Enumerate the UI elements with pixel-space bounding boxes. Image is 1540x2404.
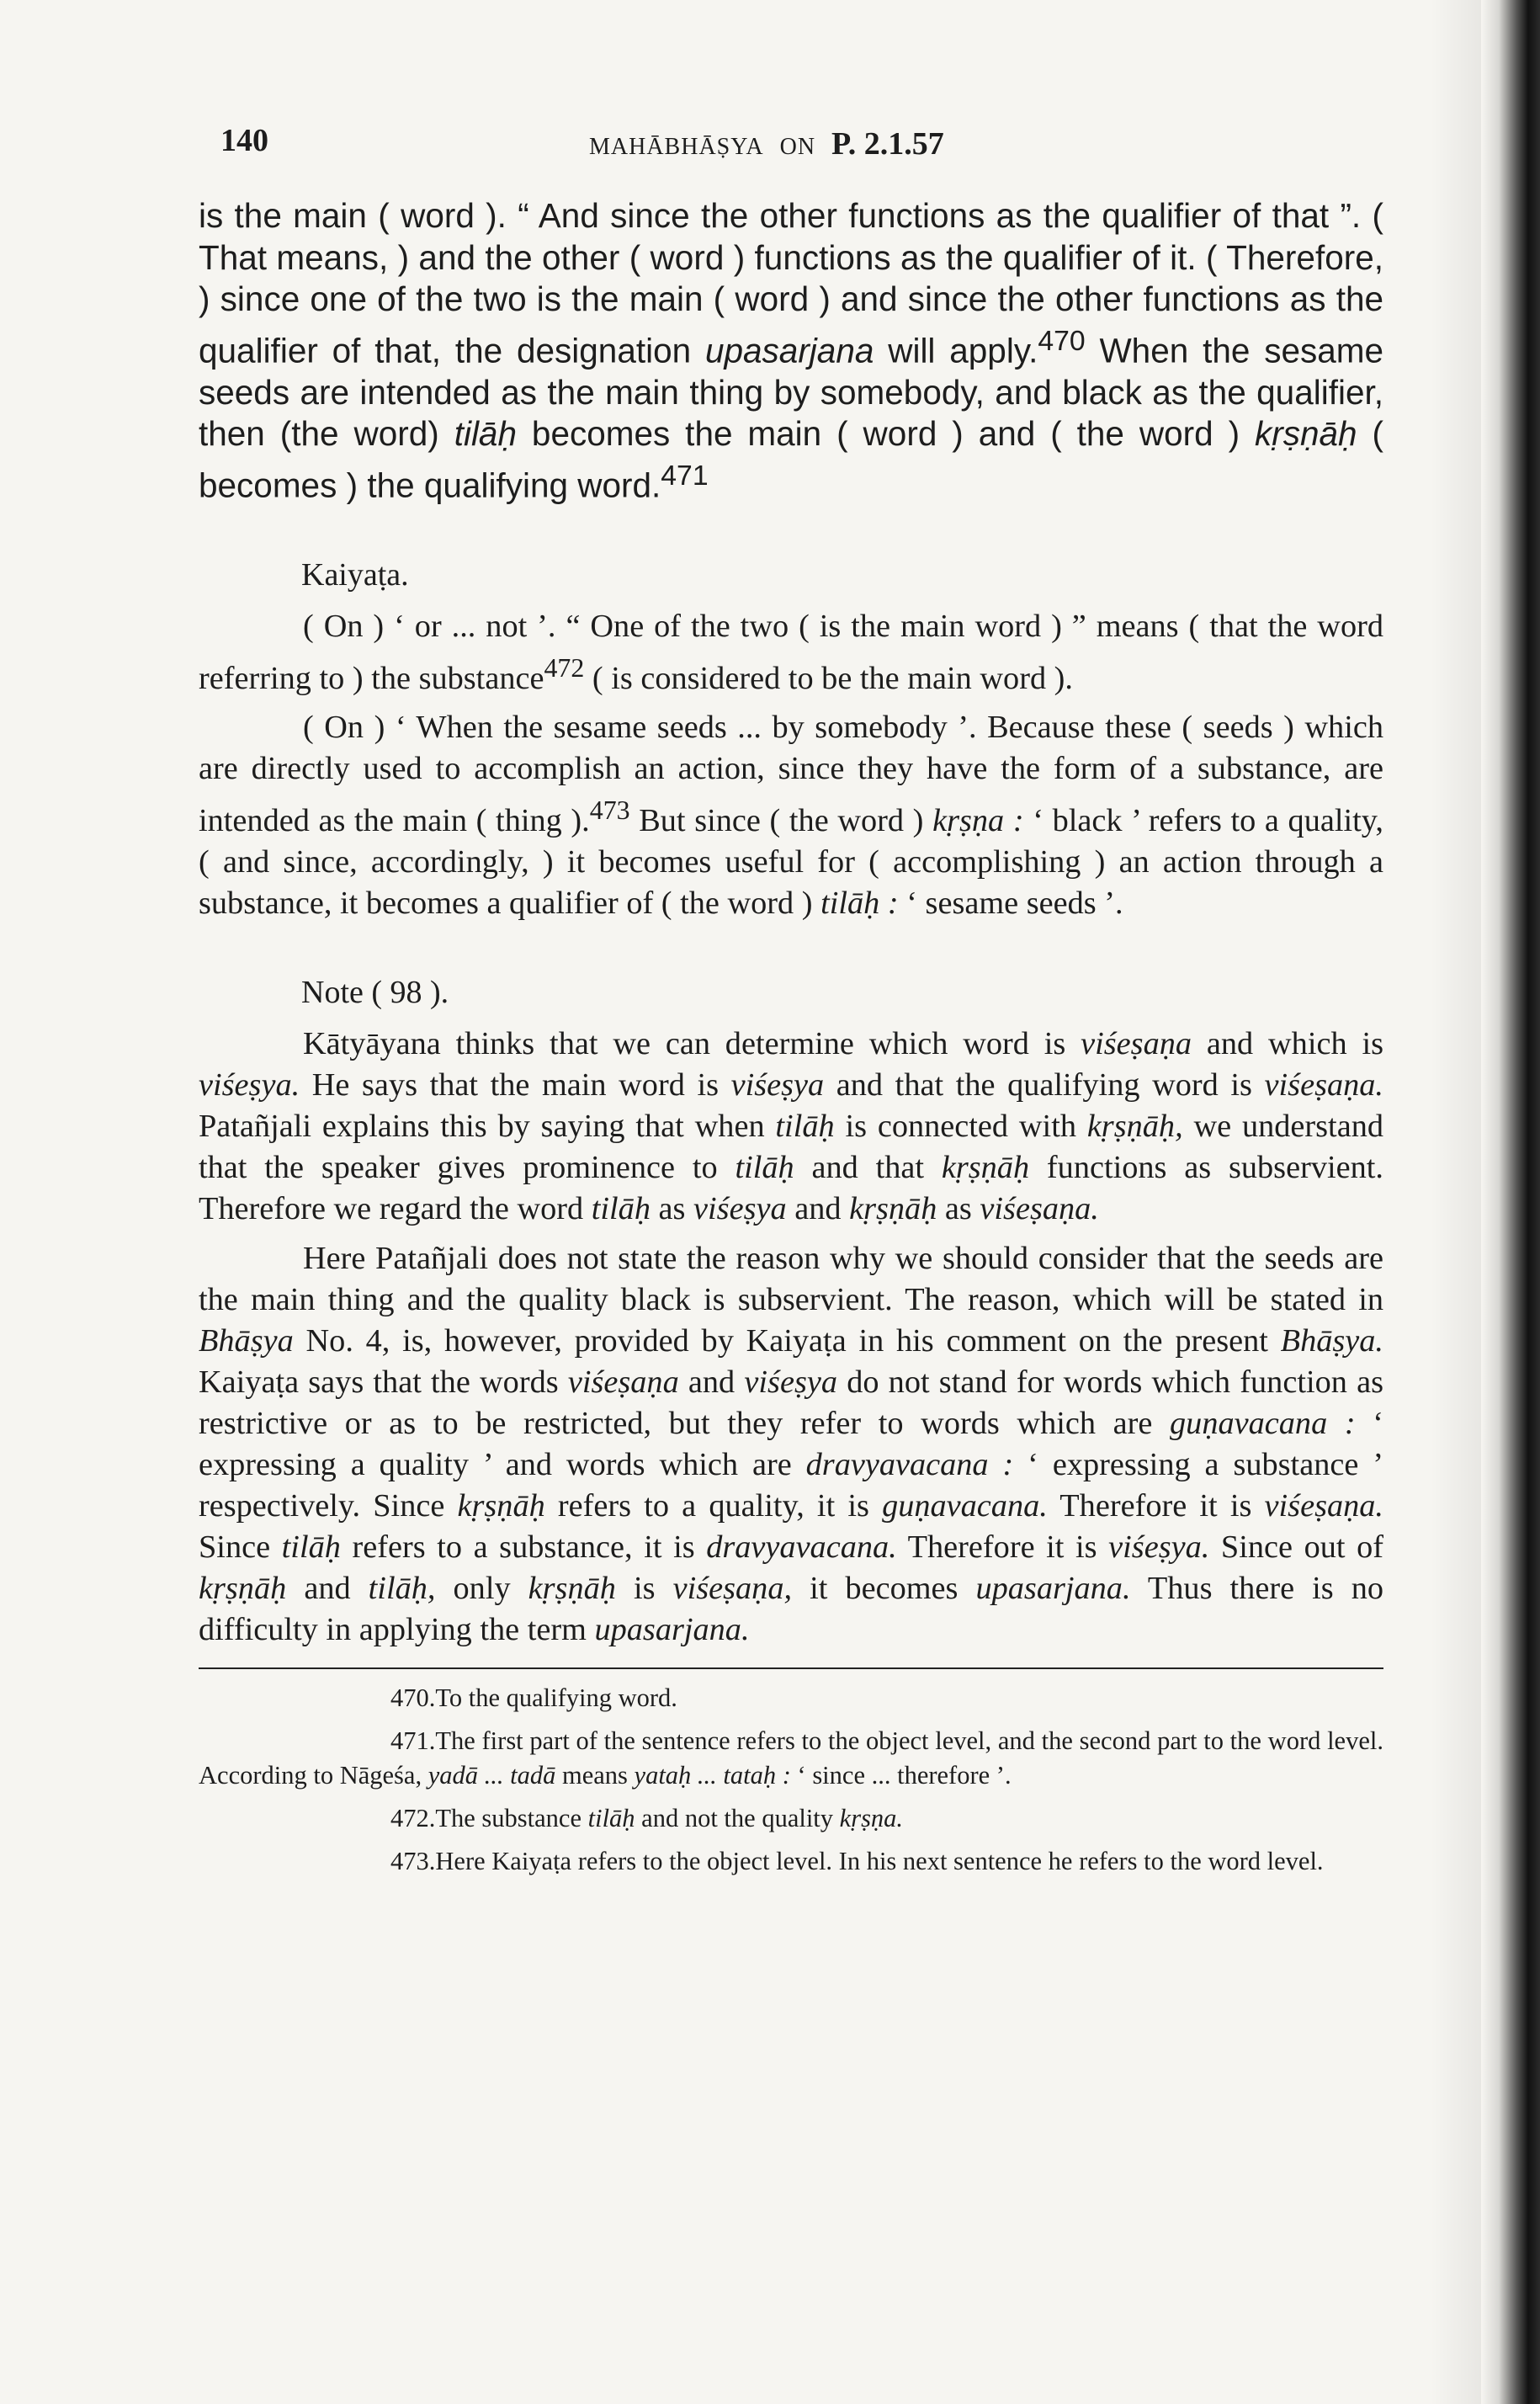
text-run: as bbox=[937, 1191, 980, 1227]
italic-term: viśeṣaṇa bbox=[1081, 1026, 1192, 1062]
text-run: it becomes bbox=[792, 1571, 976, 1607]
footnote-473 bbox=[199, 1844, 1383, 1879]
text-run: we understand that the speaker gives prominence to bbox=[199, 1109, 1383, 1186]
footnote-472 bbox=[199, 1801, 1383, 1836]
italic-term: tilāḥ bbox=[454, 414, 517, 453]
italic-term: tilāḥ bbox=[281, 1529, 341, 1566]
binding-shadow bbox=[1431, 0, 1481, 2404]
italic-term: upasarjana bbox=[704, 331, 874, 370]
italic-term: viśeṣya. bbox=[199, 1067, 300, 1104]
text-run: ( On ) ‘ or ... not ’. “ One of the two ( is the main word ) ” means ( that the word referring to ) the substance bbox=[199, 608, 1383, 696]
text-run: He says that the main word is bbox=[300, 1067, 731, 1104]
text-run: only bbox=[435, 1571, 528, 1607]
footnote-number: 472. bbox=[390, 1804, 436, 1833]
text-run: ‘ sesame seeds ’. bbox=[898, 886, 1123, 922]
kaiyata-paragraph-1 bbox=[199, 606, 1383, 699]
text-run: Kaiyaṭa says that the words bbox=[199, 1364, 568, 1401]
text-run: refers to a quality, it is bbox=[544, 1488, 883, 1524]
footnote-number: 471. bbox=[390, 1726, 436, 1756]
footnote-470 bbox=[199, 1681, 1383, 1715]
italic-term: Bhāṣya bbox=[199, 1323, 294, 1359]
italic-term: kṛṣṇa : bbox=[932, 803, 1024, 839]
italic-term: viśeṣaṇa. bbox=[980, 1191, 1099, 1227]
text-run: No. 4, is, however, provided by Kaiyaṭa in his comment on the present bbox=[293, 1323, 1281, 1359]
text-run: ‘ since ... therefore ’. bbox=[790, 1761, 1012, 1790]
note-heading: Note ( 98 ). bbox=[301, 975, 449, 1011]
italic-term: yataḥ ... tataḥ : bbox=[634, 1761, 791, 1790]
text-run: To the qualifying word. bbox=[435, 1683, 677, 1713]
italic-term: Bhāṣya. bbox=[1280, 1323, 1383, 1359]
footnote-ref: 473 bbox=[589, 795, 630, 826]
footnote-ref: 472 bbox=[544, 652, 585, 683]
italic-term: kṛṣṇāḥ bbox=[849, 1191, 937, 1227]
text-run: will apply. bbox=[874, 331, 1038, 370]
running-head bbox=[589, 125, 944, 162]
running-head-on: ON bbox=[779, 134, 816, 160]
text-run: Since bbox=[199, 1529, 282, 1566]
page-body bbox=[199, 195, 1383, 1879]
text-run: and that the qualifying word is bbox=[824, 1067, 1265, 1104]
text-run: and which is bbox=[1192, 1026, 1383, 1062]
italic-term: upasarjana. bbox=[594, 1612, 750, 1648]
text-run: Thus there is no difficulty in applying the term bbox=[199, 1571, 1384, 1648]
italic-term: guṇavacana. bbox=[882, 1488, 1048, 1524]
italic-term: viśeṣaṇa bbox=[567, 1364, 679, 1401]
text-run: refers to a substance, it is bbox=[340, 1529, 707, 1566]
italic-term: viśeṣya bbox=[693, 1191, 787, 1227]
page-number: 140 bbox=[220, 123, 268, 158]
text-run: and bbox=[678, 1364, 745, 1401]
text-run: do not stand for words which function as restrictive or as to be restricted, but they refer to words which are bbox=[199, 1364, 1383, 1442]
italic-term: kṛṣṇāḥ, bbox=[1086, 1109, 1183, 1145]
text-run: ( becomes ) the qualifying word. bbox=[199, 414, 1383, 504]
bhasya-paragraph bbox=[199, 195, 1383, 507]
text-run: Kātyāyana thinks that we can determine which word is bbox=[303, 1026, 1081, 1062]
italic-term: viśeṣaṇa, bbox=[672, 1571, 793, 1607]
italic-term: viśeṣaṇa. bbox=[1264, 1488, 1383, 1524]
footnote-separator bbox=[199, 1667, 1383, 1669]
text-run: Therefore it is bbox=[1047, 1488, 1265, 1524]
italic-term: viśeṣya. bbox=[1108, 1529, 1210, 1566]
text-run: When the sesame seeds are intended as the main thing by somebody, and black as the qualifier, then (the word) bbox=[199, 331, 1384, 453]
footnote-ref: 471 bbox=[661, 459, 709, 492]
italic-term: dravyavacana : bbox=[805, 1447, 1014, 1483]
italic-term: dravyavacana. bbox=[706, 1529, 897, 1566]
text-run: and that bbox=[794, 1150, 942, 1186]
text-run: becomes the main ( word ) and ( the word ) bbox=[516, 414, 1255, 453]
text-run: The substance bbox=[435, 1804, 588, 1833]
running-head-ref: P. 2.1.57 bbox=[831, 126, 944, 162]
book-binding-edge bbox=[1481, 0, 1540, 2404]
italic-term: tilāḥ : bbox=[820, 886, 899, 922]
text-run: and bbox=[286, 1571, 369, 1607]
kaiyata-paragraph-2 bbox=[199, 707, 1383, 924]
text-run: means bbox=[555, 1761, 635, 1790]
text-run: ‘ expressing a substance ’ respectively. Since bbox=[199, 1447, 1384, 1524]
text-run: as bbox=[650, 1191, 694, 1227]
note-paragraph-2 bbox=[199, 1238, 1383, 1651]
italic-term: kṛṣṇāḥ bbox=[1255, 414, 1357, 453]
italic-term: tilāḥ bbox=[591, 1191, 651, 1227]
text-run: ‘ expressing a quality ’ and words which are bbox=[199, 1406, 1383, 1483]
italic-term: tilāḥ bbox=[587, 1804, 635, 1833]
running-head-title: MAHĀBHĀṢYA bbox=[589, 134, 764, 160]
text-run: and bbox=[786, 1191, 850, 1227]
text-run: Since out of bbox=[1209, 1529, 1384, 1566]
text-run: Therefore it is bbox=[896, 1529, 1109, 1566]
italic-term: kṛṣṇāḥ bbox=[457, 1488, 545, 1524]
italic-term: viśeṣya bbox=[744, 1364, 837, 1401]
text-run: is connected with bbox=[834, 1109, 1087, 1145]
italic-term: kṛṣṇāḥ bbox=[941, 1150, 1030, 1186]
text-run: functions as subservient. Therefore we regard the word bbox=[199, 1150, 1383, 1227]
page-header bbox=[220, 122, 1390, 164]
footnotes bbox=[199, 1681, 1383, 1879]
italic-term: viśeṣaṇa. bbox=[1264, 1067, 1383, 1104]
text-run: Here Kaiyaṭa refers to the object level. In his next sentence he refers to the word level. bbox=[435, 1847, 1324, 1876]
italic-term: kṛṣṇāḥ bbox=[199, 1571, 287, 1607]
italic-term: kṛṣṇa. bbox=[839, 1804, 904, 1833]
footnote-ref: 470 bbox=[1038, 324, 1086, 357]
italic-term: tilāḥ, bbox=[368, 1571, 436, 1607]
italic-term: tilāḥ bbox=[735, 1150, 794, 1186]
italic-term: tilāḥ bbox=[775, 1109, 835, 1145]
text-run: is the main ( word ). “ And since the other functions as the qualifier of that ”. ( That means, ) and the other ( word ) functions as the qualifier of it. ( Therefore, ) since one of the two is the main ( word ) and since the other functions as the qualifier of that, the designation bbox=[199, 196, 1383, 370]
text-run: Patañjali explains this by saying that when bbox=[199, 1109, 776, 1145]
text-run: is bbox=[615, 1571, 673, 1607]
text-run: The first part of the sentence refers to the object level, and the second part to the word level. According to Nāgeśa, bbox=[199, 1726, 1383, 1790]
text-run: But since ( the word ) bbox=[629, 803, 933, 839]
italic-term: guṇavacana : bbox=[1170, 1406, 1356, 1442]
italic-term: upasarjana. bbox=[975, 1571, 1131, 1607]
text-run: ( On ) ‘ When the sesame seeds ... by somebody ’. Because these ( seeds ) which are directly used to accomplish an action, since they have the form of a substance, are intended as the main ( thing ). bbox=[199, 710, 1383, 839]
text-run: ‘ black ’ refers to a quality, ( and since, accordingly, ) it becomes useful for ( accomplishing ) an action through a substance, it becomes a qualifier of ( the word ) bbox=[199, 803, 1384, 922]
italic-term: yadā ... tadā bbox=[427, 1761, 556, 1790]
italic-term: viśeṣya bbox=[730, 1067, 825, 1104]
note-paragraph-1 bbox=[199, 1024, 1383, 1230]
text-run: Here Patañjali does not state the reason why we should consider that the seeds are the main thing and the quality black is subservient. The reason, which will be stated in bbox=[199, 1241, 1383, 1318]
footnote-number: 470. bbox=[390, 1683, 436, 1713]
text-run: and not the quality bbox=[635, 1804, 840, 1833]
footnote-471 bbox=[199, 1724, 1383, 1793]
kaiyata-heading: Kaiyaṭa. bbox=[301, 556, 409, 593]
italic-term: kṛṣṇāḥ bbox=[528, 1571, 616, 1607]
footnote-number: 473. bbox=[390, 1847, 436, 1876]
text-run: ( is considered to be the main word ). bbox=[584, 660, 1074, 696]
